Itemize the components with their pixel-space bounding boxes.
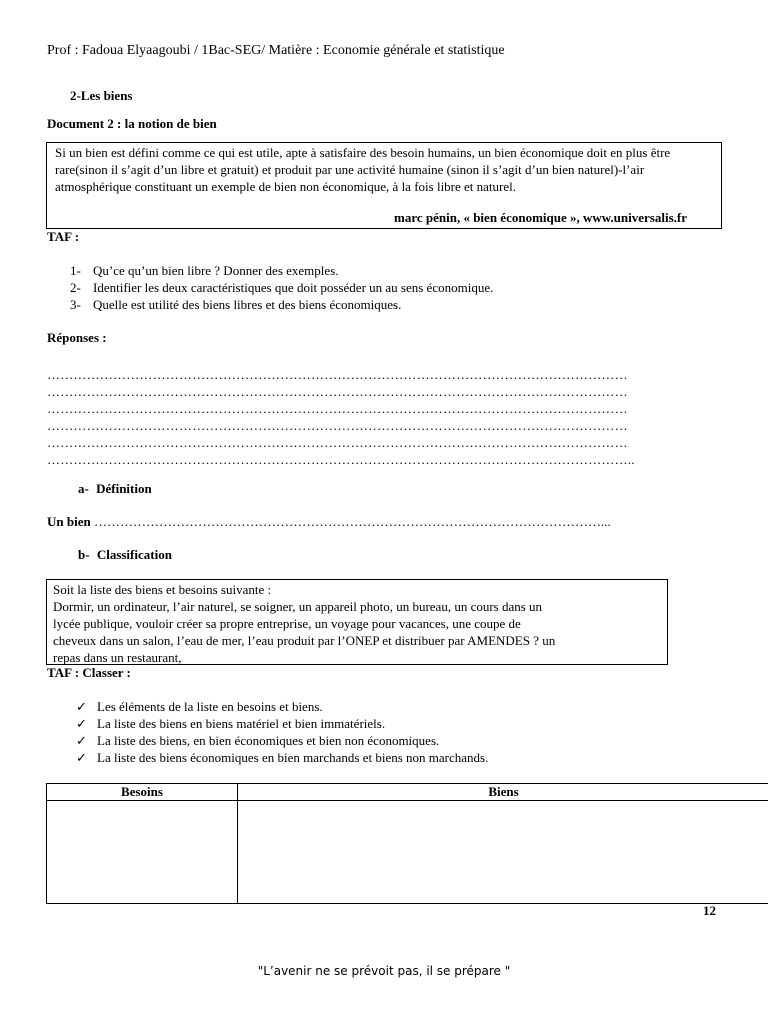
table-row [47, 801, 768, 904]
question-item [70, 263, 339, 279]
check-icon: ✓ [76, 699, 87, 714]
question-number: 3- [70, 297, 81, 312]
heading-text: Définition [96, 481, 152, 496]
answer-line[interactable]: …………………………………………………………………………………………………………………… [47, 401, 628, 416]
answer-line[interactable]: …………………………………………………………………………………………………………………… [47, 435, 628, 450]
document-source: marc pénin, « bien économique », www.universalis.fr [394, 210, 687, 225]
column-header-biens: Biens [238, 784, 768, 801]
check-icon: ✓ [76, 733, 87, 748]
classer-item [76, 716, 386, 732]
question-item [70, 280, 494, 296]
classification-heading [78, 547, 172, 563]
answer-line[interactable]: …………………………………………………………………………………………………………………… [47, 367, 628, 382]
page-header: Prof : Fadoua Elyaagoubi / 1Bac-SEG/ Matière : Economie générale et statistique [47, 43, 505, 58]
classer-text: La liste des biens économiques en bien marchands et biens non marchands. [97, 750, 489, 765]
definition-line [47, 514, 611, 530]
question-text: Qu’ce qu’un bien libre ? Donner des exemples. [93, 263, 339, 278]
answer-line[interactable]: …………………………………………………………………………………………………………………… [47, 384, 628, 399]
column-header-besoins: Besoins [47, 784, 238, 801]
taf-classer-title: TAF : Classer : [47, 665, 131, 680]
answer-line[interactable]: …………………………………………………………………………………………………………………….. [47, 452, 635, 467]
classification-line: lycée publique, vouloir créer sa propre entreprise, un voyage pour vacances, une coupe de [53, 616, 521, 631]
classer-item [76, 750, 489, 766]
document-text: Si un bien est défini comme ce qui est utile, apte à satisfaire des besoin humains, un bien économique doit en plus être rare(sinon il s’agit d’un libre et gratuit) et produit par une activité humaine (sinon il s’agit d’un bien naturel)-l’air atmosphérique constituant un exemple de bien non économique, à la fois libre et naturel. [55, 145, 671, 194]
heading-letter: b- [78, 547, 90, 562]
definition-label: Un bien [47, 514, 91, 529]
question-number: 2- [70, 280, 81, 295]
definition-heading [78, 481, 152, 497]
classification-line: Soit la liste des biens et besoins suivante : [53, 582, 272, 597]
heading-text: Classification [96, 547, 172, 562]
check-icon: ✓ [76, 716, 87, 731]
classification-box [46, 579, 668, 665]
table-header-row [47, 784, 768, 801]
footer-quote: "L’avenir ne se prévoit pas, il se prépare " [257, 964, 511, 978]
taf-title: TAF : [47, 229, 80, 244]
answer-line[interactable]: …………………………………………………………………………………………………………………… [47, 418, 628, 433]
document-title: Document 2 : la notion de bien [47, 116, 217, 131]
biens-cell[interactable] [238, 801, 768, 904]
besoins-cell[interactable] [47, 801, 238, 904]
section-title: 2-Les biens [70, 88, 133, 103]
classification-line: repas dans un restaurant, [53, 650, 182, 665]
classer-item [76, 733, 440, 749]
question-text: Quelle est utilité des biens libres et des biens économiques. [93, 297, 402, 312]
classification-line: Dormir, un ordinateur, l’air naturel, se soigner, un appareil photo, un bureau, un cours dans un [53, 599, 543, 614]
classification-text [53, 581, 555, 666]
check-icon: ✓ [76, 750, 87, 765]
classer-text: La liste des biens, en bien économiques et bien non économiques. [97, 733, 440, 748]
document-box [46, 142, 722, 229]
heading-letter: a- [78, 481, 89, 496]
definition-dots[interactable]: ………………………………………………………………………………………………………... [93, 514, 611, 529]
classer-item [76, 699, 323, 715]
responses-title: Réponses : [47, 330, 107, 345]
question-text: Identifier les deux caractéristiques que doit posséder un au sens économique. [93, 280, 494, 295]
question-number: 1- [70, 263, 81, 278]
page-number: 12 [703, 903, 716, 918]
classification-line: cheveux dans un salon, l’eau de mer, l’eau produit par l’ONEP et distribuer par AMENDES ? un [53, 633, 556, 648]
classer-text: Les éléments de la liste en besoins et biens. [97, 699, 323, 714]
classification-table [46, 783, 768, 904]
question-item [70, 297, 402, 313]
classer-text: La liste des biens en biens matériel et bien immatériels. [97, 716, 386, 731]
